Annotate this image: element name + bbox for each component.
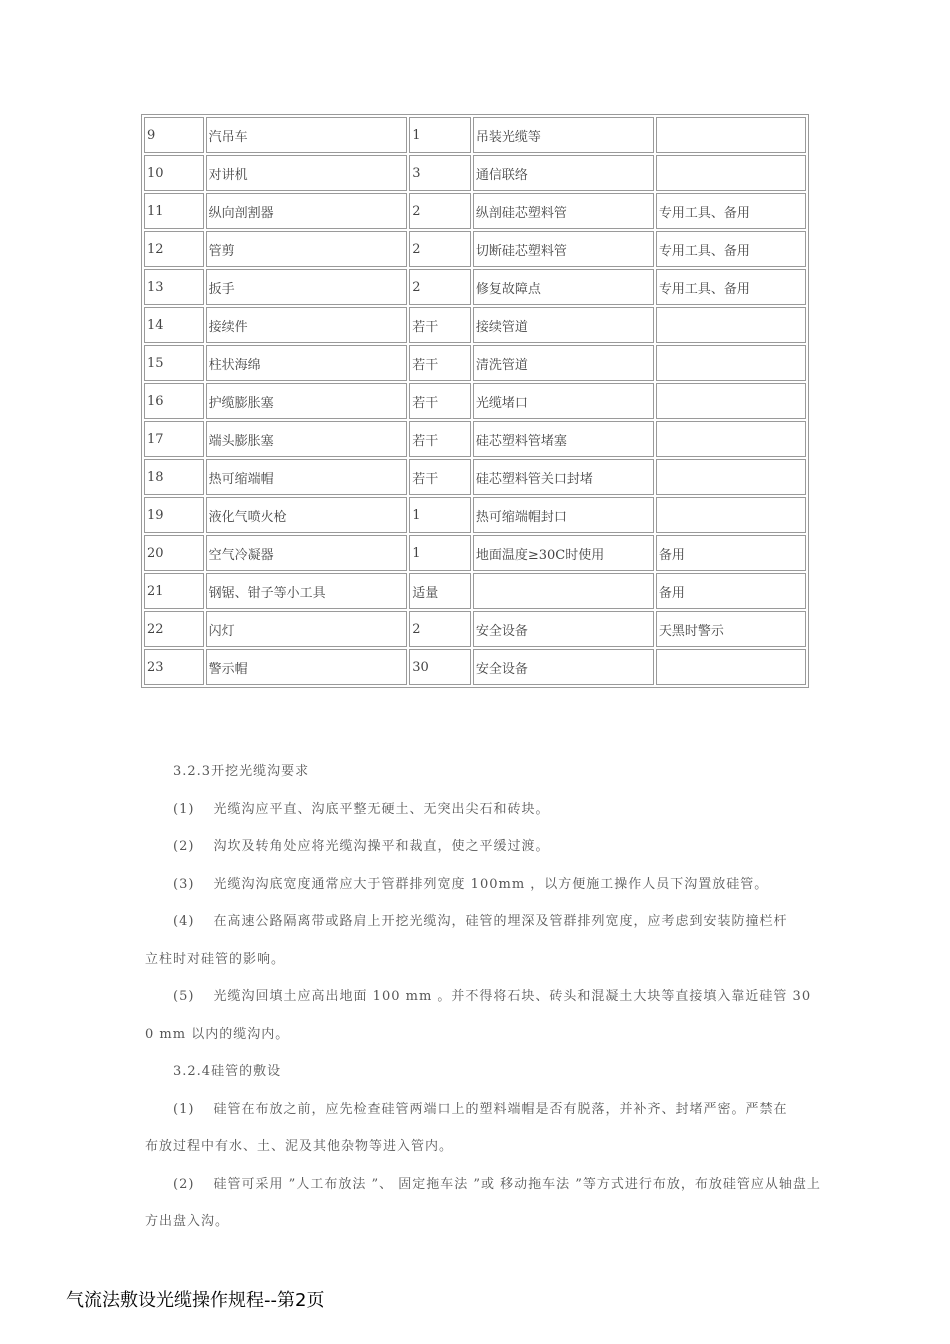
item-remark-cell: 备用 (656, 573, 806, 609)
item-usage-cell: 光缆堵口 (473, 383, 654, 419)
item-quantity-cell: 2 (409, 231, 471, 267)
item-quantity-cell: 30 (409, 649, 471, 685)
paragraph-line: (5) 光缆沟回填土应高出地面 100 mm 。并不得将石块、砖头和混凝土大块等直接填入靠近硅管 30 (173, 989, 812, 1004)
item-number-cell: 14 (144, 307, 204, 343)
item-quantity-cell: 3 (409, 155, 471, 191)
table-row (144, 193, 806, 229)
item-number-cell: 16 (144, 383, 204, 419)
item-quantity-cell: 若干 (409, 383, 471, 419)
paragraph-line: (1) 硅管在布放之前，应先检查硅管两端口上的塑料端帽是否有脱落，并补齐、封堵严密。严禁在 (173, 1101, 788, 1117)
item-name-cell: 热可缩端帽 (206, 459, 408, 495)
item-usage-cell: 吊装光缆等 (473, 117, 654, 153)
table-row (144, 611, 806, 647)
table-row (144, 117, 806, 153)
item-usage-cell: 清洗管道 (473, 345, 654, 381)
item-remark-cell: 天黑时警示 (656, 611, 806, 647)
item-quantity-cell: 适量 (409, 573, 471, 609)
item-name-cell: 管剪 (206, 231, 408, 267)
paragraph-line: (1) 光缆沟应平直、沟底平整无硬土、无突出尖石和砖块。 (173, 801, 550, 817)
table-row (144, 421, 806, 457)
table-row (144, 345, 806, 381)
table-row (144, 155, 806, 191)
table-row (144, 459, 806, 495)
item-remark-cell (656, 497, 806, 533)
item-name-cell: 汽吊车 (206, 117, 408, 153)
item-usage-cell: 安全设备 (473, 649, 654, 685)
paragraph-line: 方出盘入沟。 (145, 1214, 230, 1229)
item-remark-cell: 专用工具、备用 (656, 231, 806, 267)
item-quantity-cell: 2 (409, 193, 471, 229)
item-number-cell: 12 (144, 231, 204, 267)
item-quantity-cell: 2 (409, 611, 471, 647)
item-quantity-cell: 若干 (409, 421, 471, 457)
item-remark-cell (656, 383, 806, 419)
item-remark-cell (656, 117, 806, 153)
table-row (144, 535, 806, 571)
item-number-cell: 11 (144, 193, 204, 229)
item-quantity-cell: 若干 (409, 345, 471, 381)
item-usage-cell: 热可缩端帽封口 (473, 497, 654, 533)
paragraph-line: 立柱时对硅管的影响。 (145, 951, 286, 967)
item-number-cell: 20 (144, 535, 204, 571)
item-remark-cell (656, 459, 806, 495)
document-body (145, 753, 821, 1241)
paragraph-line: (2) 沟坎及转角处应将光缆沟操平和裁直，使之平缓过渡。 (173, 839, 550, 854)
item-name-cell: 警示帽 (206, 649, 408, 685)
paragraph-line: (4) 在高速公路隔离带或路肩上开挖光缆沟，硅管的埋深及管群排列宽度，应考虑到安装防撞栏杆 (173, 914, 788, 929)
item-name-cell: 对讲机 (206, 155, 408, 191)
paragraph-line: 3.2.4硅管的敷设 (173, 1064, 282, 1079)
item-number-cell: 19 (144, 497, 204, 533)
table-row (144, 497, 806, 533)
item-number-cell: 10 (144, 155, 204, 191)
item-name-cell: 柱状海绵 (206, 345, 408, 381)
item-quantity-cell: 1 (409, 535, 471, 571)
item-name-cell: 钢锯、钳子等小工具 (206, 573, 408, 609)
item-name-cell: 液化气喷火枪 (206, 497, 408, 533)
item-number-cell: 18 (144, 459, 204, 495)
item-number-cell: 23 (144, 649, 204, 685)
item-name-cell: 接续件 (206, 307, 408, 343)
item-number-cell: 17 (144, 421, 204, 457)
item-name-cell: 端头膨胀塞 (206, 421, 408, 457)
table-row (144, 649, 806, 685)
equipment-table-body (144, 117, 806, 685)
paragraph-line: 3.2.3开挖光缆沟要求 (173, 764, 310, 779)
item-number-cell: 13 (144, 269, 204, 305)
item-quantity-cell: 1 (409, 497, 471, 533)
paragraph-line: 0 mm 以内的缆沟内。 (145, 1026, 290, 1042)
item-usage-cell: 切断硅芯塑料管 (473, 231, 654, 267)
table-row (144, 269, 806, 305)
table-row (144, 231, 806, 267)
item-remark-cell (656, 649, 806, 685)
item-usage-cell (473, 573, 654, 609)
item-remark-cell (656, 307, 806, 343)
item-remark-cell: 备用 (656, 535, 806, 571)
item-number-cell: 22 (144, 611, 204, 647)
item-usage-cell: 安全设备 (473, 611, 654, 647)
item-name-cell: 护缆膨胀塞 (206, 383, 408, 419)
item-quantity-cell: 2 (409, 269, 471, 305)
item-usage-cell: 地面温度≥30C时使用 (473, 535, 654, 571)
item-remark-cell (656, 345, 806, 381)
item-usage-cell: 纵剖硅芯塑料管 (473, 193, 654, 229)
item-name-cell: 纵向剖割器 (206, 193, 408, 229)
item-number-cell: 15 (144, 345, 204, 381)
item-name-cell: 闪灯 (206, 611, 408, 647)
item-quantity-cell: 若干 (409, 307, 471, 343)
item-usage-cell: 通信联络 (473, 155, 654, 191)
item-quantity-cell: 1 (409, 117, 471, 153)
item-number-cell: 21 (144, 573, 204, 609)
paragraph-line: 布放过程中有水、土、泥及其他杂物等进入管内。 (145, 1139, 454, 1154)
item-remark-cell (656, 421, 806, 457)
item-name-cell: 空气冷凝器 (206, 535, 408, 571)
item-remark-cell: 专用工具、备用 (656, 193, 806, 229)
page-footer: 气流法敷设光缆操作规程--第2页 (66, 1290, 325, 1311)
paragraph-line: (2) 硅管可采用 ”人工布放法 ”、 固定拖车法 ”或 移动拖车法 ”等方式进行布放，布放硅管应从轴盘上 (173, 1176, 821, 1192)
item-number-cell: 9 (144, 117, 204, 153)
item-usage-cell: 硅芯塑料管关口封堵 (473, 459, 654, 495)
equipment-table (141, 114, 809, 688)
table-row (144, 307, 806, 343)
item-usage-cell: 硅芯塑料管堵塞 (473, 421, 654, 457)
item-usage-cell: 修复故障点 (473, 269, 654, 305)
paragraph-line: (3) 光缆沟沟底宽度通常应大于管群排列宽度 100mm ，以方便施工操作人员下沟置放硅管。 (173, 876, 769, 892)
item-name-cell: 扳手 (206, 269, 408, 305)
item-remark-cell (656, 155, 806, 191)
item-remark-cell: 专用工具、备用 (656, 269, 806, 305)
item-quantity-cell: 若干 (409, 459, 471, 495)
item-usage-cell: 接续管道 (473, 307, 654, 343)
table-row (144, 573, 806, 609)
table-row (144, 383, 806, 419)
